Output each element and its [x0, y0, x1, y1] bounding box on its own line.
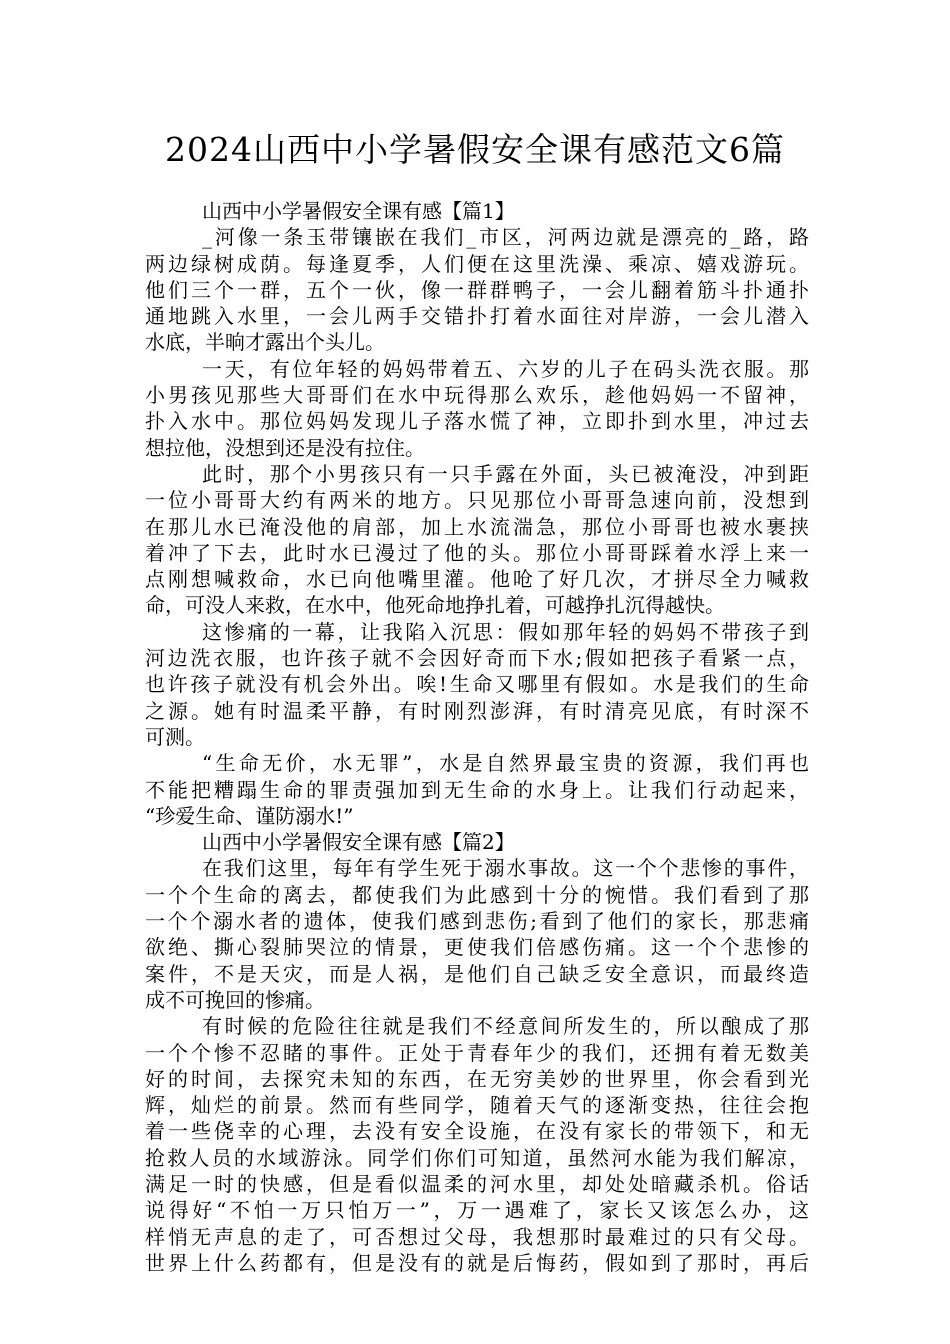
section-heading: 山西中小学暑假安全课有感【篇1】 [202, 199, 515, 223]
paragraph-line: 两边绿树成荫。每逢夏季，人们便在这里洗澡、乘凉、嬉戏游玩。 [145, 251, 809, 276]
paragraph-line: 着一些侥幸的心理，去没有安全设施，在没有家长的带领下，和无 [145, 1119, 809, 1144]
paragraph-line: “生命无价，水无罪”，水是自然界最宝贵的资源，我们再也 [202, 751, 809, 776]
paragraph-line: “珍爱生命、谨防溺水!” [145, 803, 354, 828]
paragraph-line: 在我们这里，每年有学生死于溺水事故。这一个个悲惨的事件， [202, 856, 809, 881]
paragraph-line: 辉，灿烂的前景。然而有些同学，随着天气的逐渐变热，往往会抱 [145, 1093, 809, 1118]
paragraph-line: 着冲了下去，此时水已漫过了他的头。那位小哥哥踩着水浮上来一 [145, 540, 809, 565]
paragraph-line: 在那儿水已淹没他的肩部，加上水流湍急，那位小哥哥也被水裹挟 [145, 514, 809, 539]
paragraph-line: 一个个生命的离去，都使我们为此感到十分的惋惜。我们看到了那 [145, 882, 809, 907]
paragraph-line: 这惨痛的一幕，让我陷入沉思：假如那年轻的妈妈不带孩子到 [202, 619, 809, 644]
paragraph-line: 一个个溺水者的遗体，使我们感到悲伤;看到了他们的家长，那悲痛 [145, 909, 809, 934]
paragraph-line: 命，可没人来救，在水中，他死命地挣扎着，可越挣扎沉得越快。 [145, 593, 725, 618]
paragraph-line: 河边洗衣服，也许孩子就不会因好奇而下水;假如把孩子看紧一点， [145, 646, 809, 671]
document-body [145, 198, 809, 1276]
paragraph-line: 点刚想喊救命，水已向他嘴里灌。他呛了好几次，才拼尽全力喊救 [145, 567, 809, 592]
paragraph-line: _河像一条玉带镶嵌在我们_市区，河两边就是漂亮的_路，路 [202, 225, 809, 250]
paragraph-line: 满足一时的快感，但是看似温柔的河水里，却处处暗藏杀机。俗话 [145, 1171, 809, 1196]
paragraph-line: 一位小哥哥大约有两米的地方。只见那位小哥哥急速向前，没想到 [145, 488, 809, 513]
paragraph-line: 通地跳入水里，一会儿两手交错扑打着水面往对岸游，一会儿潜入 [145, 304, 809, 329]
paragraph-line: 他们三个一群，五个一伙，像一群群鸭子，一会儿翻着筋斗扑通扑 [145, 277, 809, 302]
paragraph-line: 世界上什么药都有，但是没有的就是后悔药，假如到了那时，再后 [145, 1250, 809, 1275]
paragraph-line: 说得好“不怕一万只怕万一”，万一遇难了，家长又该怎么办，这 [145, 1198, 809, 1223]
paragraph-line: 抢救人员的水域游泳。同学们你们可知道，虽然河水能为我们解凉， [145, 1145, 809, 1170]
paragraph-line: 一个个惨不忍睹的事件。正处于青春年少的我们，还拥有着无数美 [145, 1040, 809, 1065]
paragraph-line: 之源。她有时温柔平静，有时刚烈澎湃，有时清亮见底，有时深不 [145, 698, 809, 723]
paragraph-line: 可测。 [145, 724, 205, 749]
paragraph-line: 样悄无声息的走了，可否想过父母，我想那时最难过的只有父母。 [145, 1224, 809, 1249]
paragraph-line: 一天，有位年轻的妈妈带着五、六岁的儿子在码头洗衣服。那 [202, 356, 809, 381]
paragraph-line: 扑入水中。那位妈妈发现儿子落水慌了神，立即扑到水里，冲过去 [145, 409, 809, 434]
paragraph-line: 成不可挽回的惨痛。 [145, 987, 325, 1012]
paragraph-line: 不能把糟蹋生命的罪责强加到无生命的水身上。让我们行动起来， [145, 777, 809, 802]
section-heading: 山西中小学暑假安全课有感【篇2】 [202, 830, 515, 855]
paragraph-line: 也许孩子就没有机会外出。唉!生命又哪里有假如。水是我们的生命 [145, 672, 809, 697]
paragraph-line: 好的时间，去探究未知的东西，在无穷美妙的世界里，你会看到光 [145, 1066, 809, 1091]
paragraph-line: 欲绝、撕心裂肺哭泣的情景，更使我们倍感伤痛。这一个个悲惨的 [145, 935, 809, 960]
document-title: 2024山西中小学暑假安全课有感范文6篇 [165, 130, 785, 169]
paragraph-line: 想拉他，没想到还是没有拉住。 [145, 435, 425, 460]
paragraph-line: 此时，那个小男孩只有一只手露在外面，头已被淹没，冲到距 [202, 461, 809, 486]
paragraph-line: 小男孩见那些大哥哥们在水中玩得那么欢乐，趁他妈妈一不留神， [145, 383, 809, 408]
paragraph-line: 水底，半晌才露出个头儿。 [145, 330, 385, 355]
paragraph-line: 有时候的危险往往就是我们不经意间所发生的，所以酿成了那 [202, 1014, 809, 1039]
paragraph-line: 案件，不是天灾，而是人祸，是他们自己缺乏安全意识，而最终造 [145, 961, 809, 986]
